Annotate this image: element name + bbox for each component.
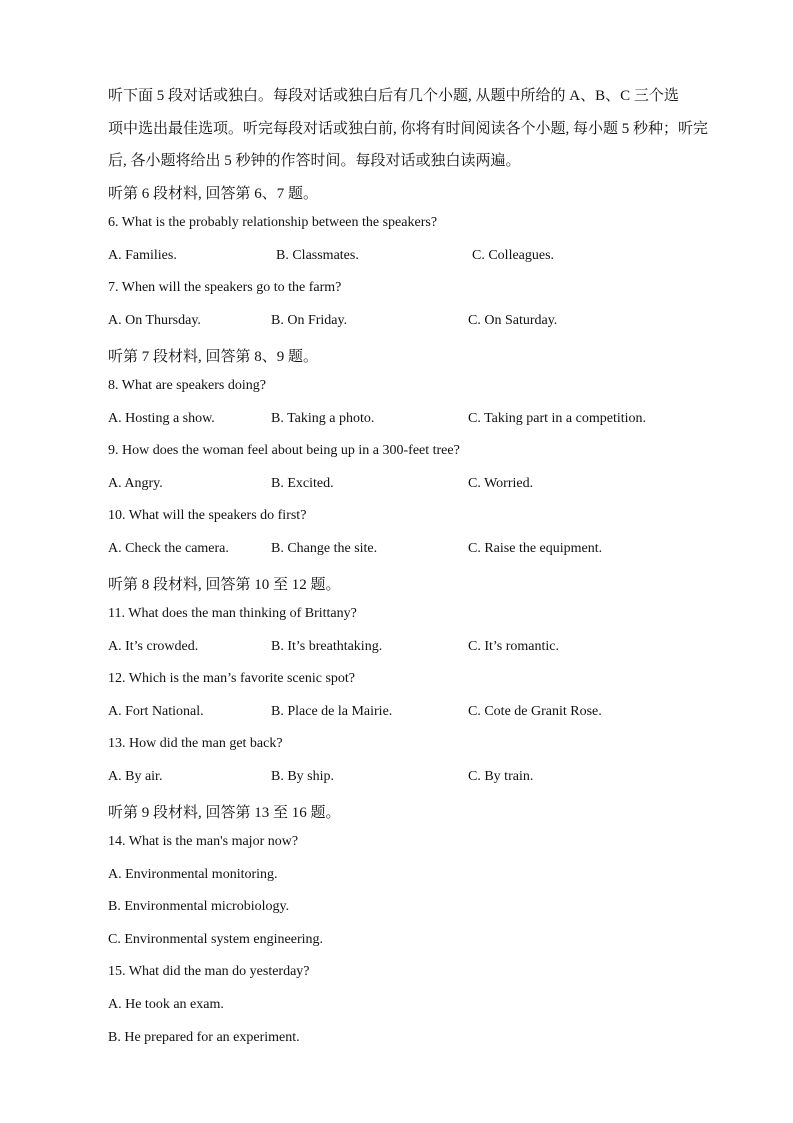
intro-line-1: 听下面 5 段对话或独白。每段对话或独白后有几个小题, 从题中所给的 A、B、C 三个选	[108, 88, 679, 104]
question-7: 7. When will the speakers go to the farm?	[108, 280, 342, 295]
q10-option-b: B. Change the site.	[271, 541, 378, 556]
section-heading-8: 听第 8 段材料, 回答第 10 至 12 题。	[108, 577, 341, 593]
q14-option-c: C. Environmental system engineering.	[108, 932, 324, 947]
question-15: 15. What did the man do yesterday?	[108, 964, 310, 979]
q11-option-b: B. It’s breathtaking.	[271, 639, 383, 654]
q14-option-a: A. Environmental monitoring.	[108, 867, 278, 882]
q8-option-b: B. Taking a photo.	[271, 411, 375, 426]
q11-option-a: A. It’s crowded.	[108, 639, 199, 654]
q7-option-c: C. On Saturday.	[468, 313, 558, 328]
section-heading-7: 听第 7 段材料, 回答第 8、9 题。	[108, 349, 319, 365]
intro-line-2: 项中选出最佳选项。听完每段对话或独白前, 你将有时间阅读各个小题, 每小题 5 秒种；听完	[108, 121, 709, 137]
question-9: 9. How does the woman feel about being up in a 300-feet tree?	[108, 443, 460, 458]
q9-option-c: C. Worried.	[468, 476, 534, 491]
question-12: 12. Which is the man’s favorite scenic spot?	[108, 671, 356, 686]
q13-option-b: B. By ship.	[271, 769, 335, 784]
question-11: 11. What does the man thinking of Brittany?	[108, 606, 357, 621]
q15-option-b: B. He prepared for an experiment.	[108, 1030, 300, 1045]
q6-option-a: A. Families.	[108, 248, 177, 263]
q8-option-a: A. Hosting a show.	[108, 411, 215, 426]
q12-option-b: B. Place de la Mairie.	[271, 704, 393, 719]
q13-option-c: C. By train.	[468, 769, 534, 784]
q12-option-a: A. Fort National.	[108, 704, 204, 719]
q13-option-a: A. By air.	[108, 769, 163, 784]
section-heading-9: 听第 9 段材料, 回答第 13 至 16 题。	[108, 805, 341, 821]
section-heading-6: 听第 6 段材料, 回答第 6、7 题。	[108, 186, 319, 202]
question-6: 6. What is the probably relationship between the speakers?	[108, 215, 438, 230]
question-10: 10. What will the speakers do first?	[108, 508, 307, 523]
q15-option-a: A. He took an exam.	[108, 997, 224, 1012]
q10-option-c: C. Raise the equipment.	[468, 541, 603, 556]
q12-option-c: C. Cote de Granit Rose.	[468, 704, 602, 719]
q6-option-c: C. Colleagues.	[472, 248, 555, 263]
question-14: 14. What is the man's major now?	[108, 834, 299, 849]
q14-option-b: B. Environmental microbiology.	[108, 899, 290, 914]
q7-option-b: B. On Friday.	[271, 313, 348, 328]
question-8: 8. What are speakers doing?	[108, 378, 266, 393]
q6-option-b: B. Classmates.	[276, 248, 359, 263]
q9-option-a: A. Angry.	[108, 476, 163, 491]
q7-option-a: A. On Thursday.	[108, 313, 201, 328]
q9-option-b: B. Excited.	[271, 476, 334, 491]
question-13: 13. How did the man get back?	[108, 736, 283, 751]
intro-line-3: 后, 各小题将给出 5 秒钟的作答时间。每段对话或独白读两遍。	[108, 153, 521, 169]
q10-option-a: A. Check the camera.	[108, 541, 229, 556]
q11-option-c: C. It’s romantic.	[468, 639, 559, 654]
q8-option-c: C. Taking part in a competition.	[468, 411, 647, 426]
